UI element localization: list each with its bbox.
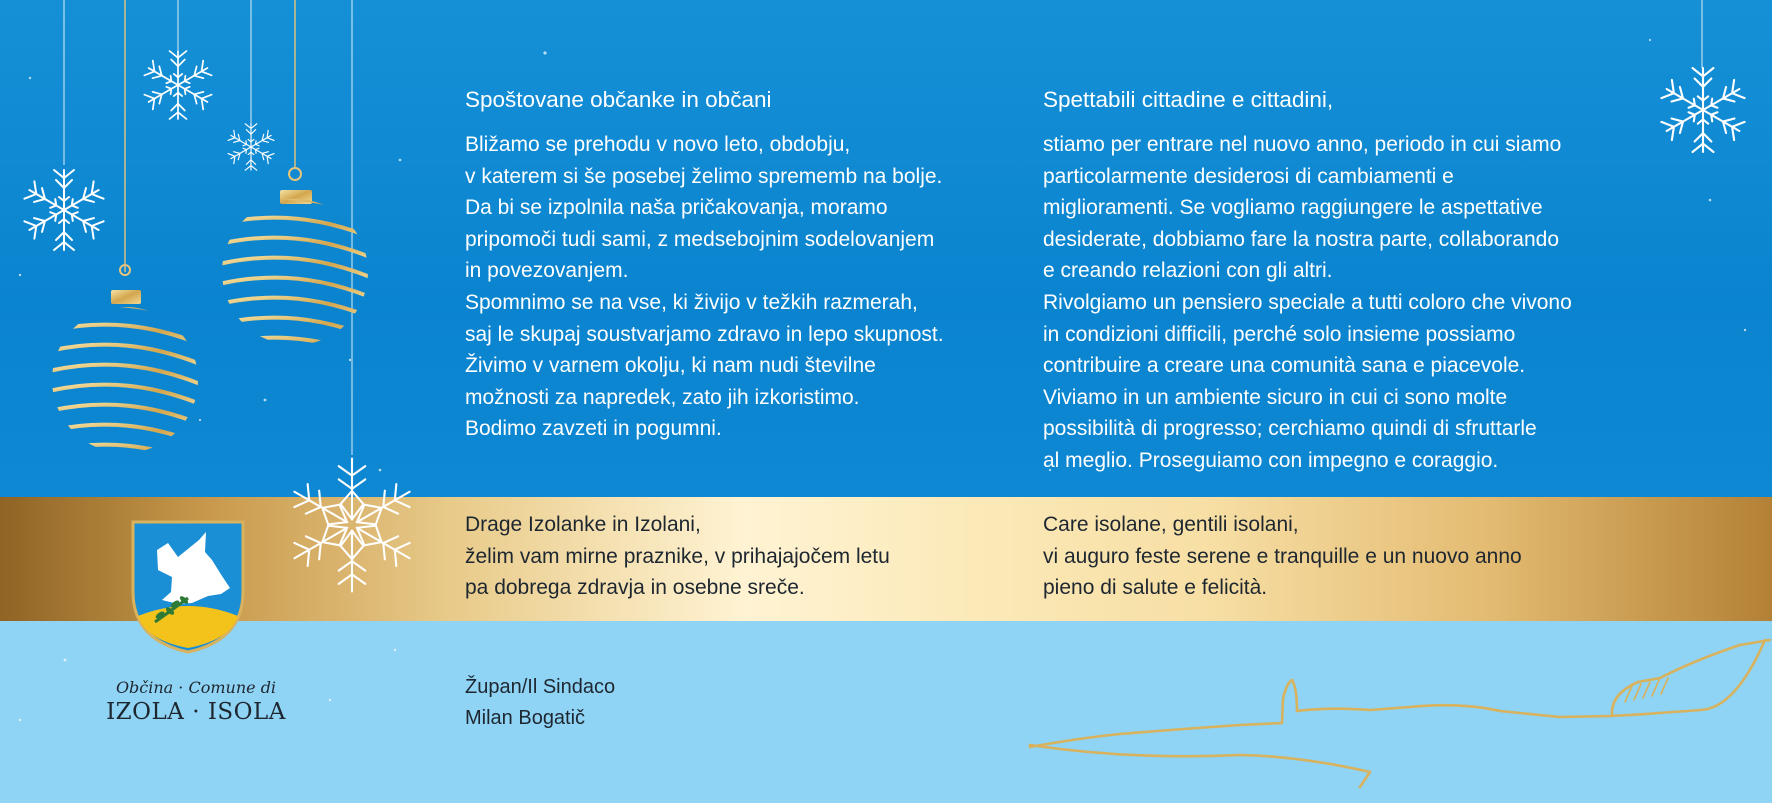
italian-wishes: Care isolane, gentili isolani, vi auguro feste serene e tranquille e un nuovo anno pieno di salute e felicità. (1043, 513, 1522, 600)
italian-body: stiamo per entrare nel nuovo anno, periodo in cui siamo particolarmente desiderosi di cambiamenti e miglioramenti. Se vogliamo raggiungere le aspettative desiderate, dobbiamo fare la nostra parte, collaborando e creando relazioni con gli altri. Rivolgiamo un pensiero speciale a tutti coloro che vivono in condizioni difficili, perché solo insieme possiamo contribuire a creare una comunità sana e piacevole. Viviamo in un ambiente sicuro in cui ci sono molte possibilità di progresso; cerchiamo quindi di sfruttarle al meglio. Proseguiamo con impegno e coraggio. (1043, 133, 1572, 472)
municipality-line2: IZOLA · ISOLA (106, 699, 286, 725)
slovene-body: Bližamo se prehodu v novo leto, obdobju, v katerem si še posebej želimo sprememb na bolje. Da bi se izpolnila naša pričakovanja, moramo pripomoči tudi sami, z medsebojnim sodelovanjem in povezovanjem. Spomnimo se na vse, ki živijo v težkih razmerah, saj le skupaj soustvarjamo zdravo in lepo skupnost. Živimo v varnem okolju, ki nam nudi številne možnosti za napredek, zato jih izkoristimo. Bodimo zavzeti in pogumni. (465, 133, 944, 441)
italian-greeting: Spettabili cittadine e cittadini, (1043, 87, 1334, 112)
municipality-line1: Občina · Comune di (115, 678, 277, 697)
signature-name: Milan Bogatič (465, 707, 586, 729)
slovene-greeting: Spoštovane občanke in občani (465, 87, 772, 112)
slovene-wishes: Drage Izolanke in Izolani, želim vam mirne praznike, v prihajajočem letu pa dobrega zdravja in osebne sreče. (465, 513, 890, 600)
izola-coat-of-arms (133, 522, 243, 652)
coastline-drawing (1030, 640, 1770, 787)
municipality-caption (96, 678, 296, 725)
signature-title: Župan/Il Sindaco (465, 676, 616, 698)
ornament-ball-right (215, 168, 375, 359)
ornament-ball-left (45, 265, 205, 466)
